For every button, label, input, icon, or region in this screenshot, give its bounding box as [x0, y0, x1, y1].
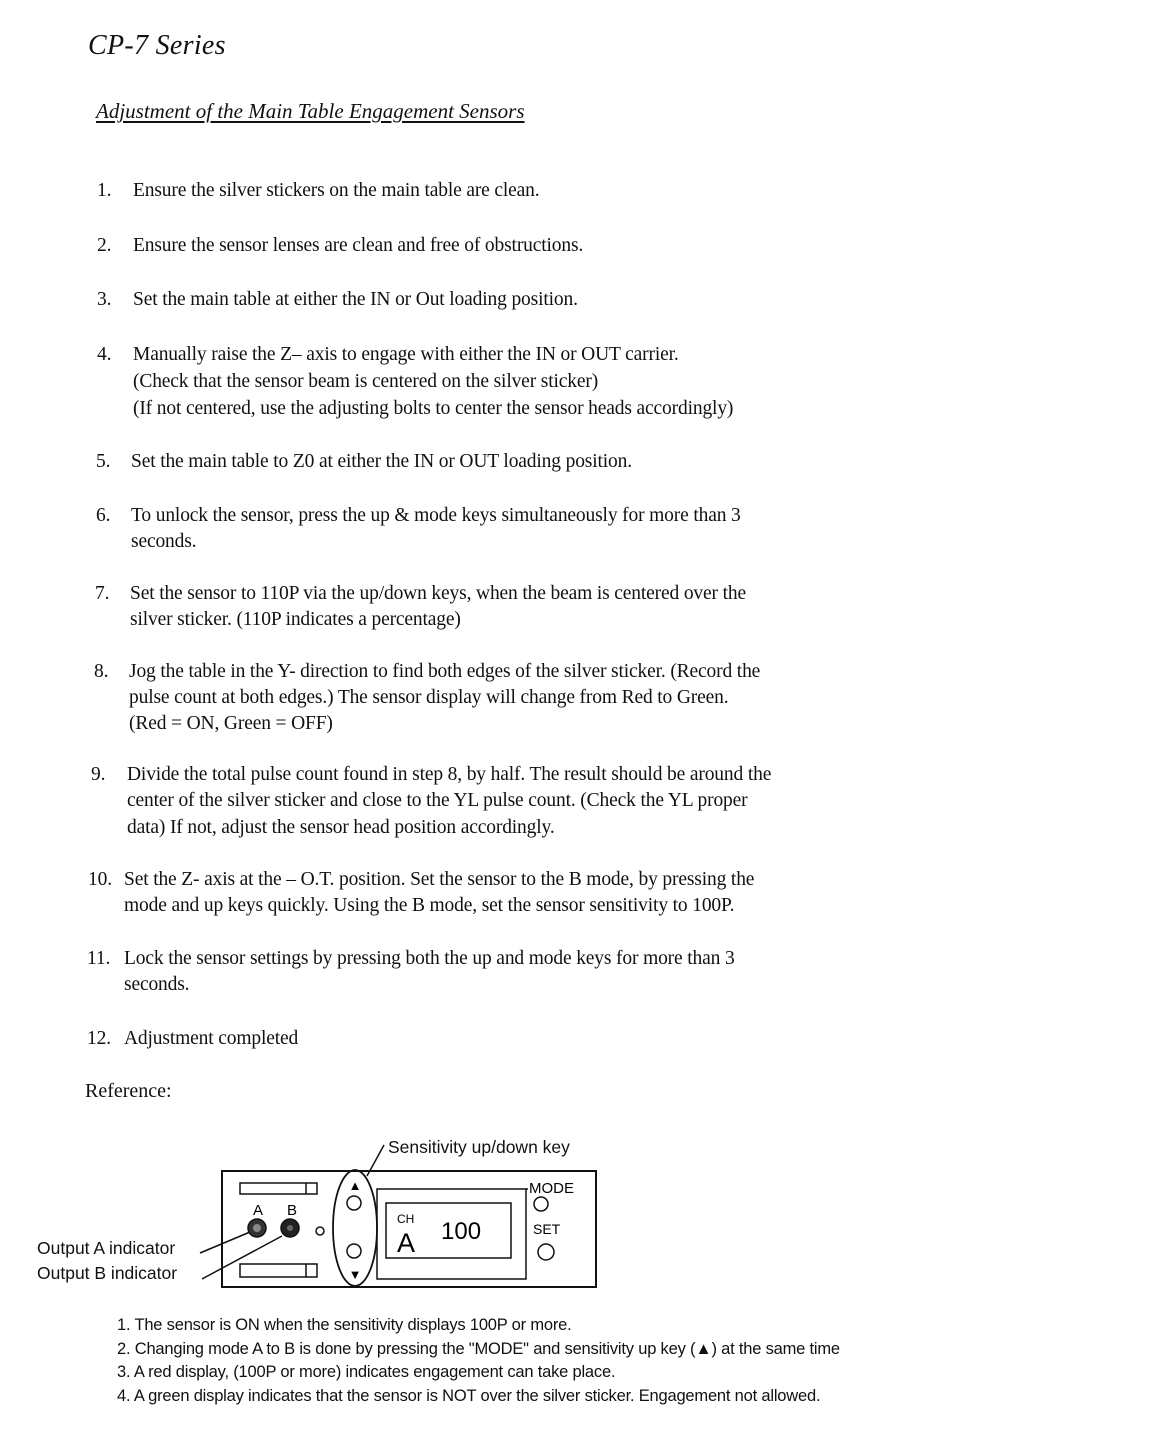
reference-label: Reference: [85, 1080, 172, 1102]
display-screen [386, 1203, 511, 1258]
step-number: 1. [97, 180, 112, 201]
step-text: seconds. [124, 974, 190, 995]
display-ch-label: CH [397, 1212, 415, 1226]
bottom-bar [240, 1264, 317, 1277]
step-text: Set the sensor to 110P via the up/down keys, when the beam is centered over the [130, 583, 746, 604]
step-number: 3. [97, 289, 112, 310]
output-b-label: Output B indicator [37, 1263, 178, 1283]
step-text: Adjustment completed [124, 1028, 299, 1049]
step-number: 7. [95, 583, 110, 604]
output-a-indicator [248, 1219, 266, 1237]
step-text: seconds. [131, 531, 197, 552]
small-status-led [316, 1227, 324, 1235]
section-title: Adjustment of the Main Table Engagement Sensors [96, 99, 525, 123]
step-number: 6. [96, 505, 111, 526]
step-text: Manually raise the Z– axis to engage with either the IN or OUT carrier. [133, 344, 679, 365]
sensitivity-down-key[interactable] [347, 1244, 361, 1258]
step-text: Lock the sensor settings by pressing both the up and mode keys for more than 3 [124, 948, 735, 969]
step-text: mode and up keys quickly. Using the B mode, set the sensor sensitivity to 100P. [124, 895, 735, 916]
step-text: To unlock the sensor, press the up & mode keys simultaneously for more than 3 [131, 505, 741, 526]
output-a-label: Output A indicator [37, 1238, 176, 1258]
step-text: (Check that the sensor beam is centered on the silver sticker) [133, 371, 599, 392]
step-number: 2. [97, 235, 112, 256]
sensitivity-up-key[interactable] [347, 1196, 361, 1210]
sensitivity-leader-line [367, 1145, 384, 1176]
top-bar [240, 1183, 317, 1194]
step-text: (Red = ON, Green = OFF) [129, 713, 333, 734]
output-b-leader-line [202, 1236, 282, 1279]
step-text: silver sticker. (110P indicates a percentage) [130, 609, 461, 630]
output-a-indicator-highlight [253, 1224, 261, 1232]
mode-label: MODE [529, 1180, 574, 1197]
set-label: SET [533, 1221, 561, 1237]
note-item: 3. A red display, (100P or more) indicates engagement can take place. [117, 1363, 616, 1382]
down-arrow-icon: ▼ [348, 1267, 362, 1282]
reference-notes [117, 1314, 840, 1408]
step-text: (If not centered, use the adjusting bolts to center the sensor heads accordingly) [133, 398, 734, 419]
step-text: Set the Z- axis at the – O.T. position. Set the sensor to the B mode, by pressing the [124, 869, 755, 890]
display-frame [377, 1189, 526, 1279]
sensitivity-key-label: Sensitivity up/down key [388, 1137, 570, 1157]
note-item: 1. The sensor is ON when the sensitivity displays 100P or more. [117, 1316, 572, 1334]
indicator-b-letter: B [286, 1202, 298, 1219]
up-arrow-icon: ▲ [348, 1178, 362, 1193]
step-text: Ensure the silver stickers on the main table are clean. [133, 180, 540, 201]
output-b-indicator-highlight [287, 1225, 293, 1231]
mode-key[interactable] [534, 1197, 548, 1211]
output-a-leader-line [200, 1232, 250, 1253]
step-number: 8. [94, 661, 109, 682]
step-number: 5. [96, 451, 111, 472]
step-text: Set the main table at either the IN or Out loading position. [133, 289, 578, 310]
output-b-indicator [281, 1219, 299, 1237]
note-item: 4. A green display indicates that the sensor is NOT over the silver sticker. Engagement not allowed. [117, 1386, 821, 1405]
step-number: 9. [91, 764, 106, 785]
step-text: data) If not, adjust the sensor head position accordingly. [127, 817, 555, 838]
step-text: Ensure the sensor lenses are clean and free of obstructions. [133, 235, 584, 256]
sensor-housing [222, 1171, 596, 1287]
display-value: 100 [441, 1218, 482, 1245]
indicator-a-letter: A [252, 1202, 264, 1219]
set-key[interactable] [538, 1244, 554, 1260]
step-text: center of the silver sticker and close to the YL pulse count. (Check the YL proper [127, 790, 748, 811]
step-text: Divide the total pulse count found in step 8, by half. The result should be around the [127, 764, 772, 785]
step-text: pulse count at both edges.) The sensor display will change from Red to Green. [129, 687, 729, 708]
step-number: 4. [97, 344, 112, 365]
sensitivity-key-oval [333, 1170, 377, 1286]
note-item: 2. Changing mode A to B is done by pressing the "MODE" and sensitivity up key (▲) at the same time [117, 1339, 840, 1358]
display-channel: A [397, 1228, 416, 1258]
step-number: 12. [87, 1028, 111, 1049]
step-number: 11. [87, 948, 111, 969]
series-title: CP-7 Series [88, 30, 226, 61]
step-text: Set the main table to Z0 at either the IN or OUT loading position. [131, 451, 632, 472]
step-number: 10. [88, 869, 112, 890]
step-text: Jog the table in the Y- direction to find both edges of the silver sticker. (Record the [129, 661, 761, 682]
